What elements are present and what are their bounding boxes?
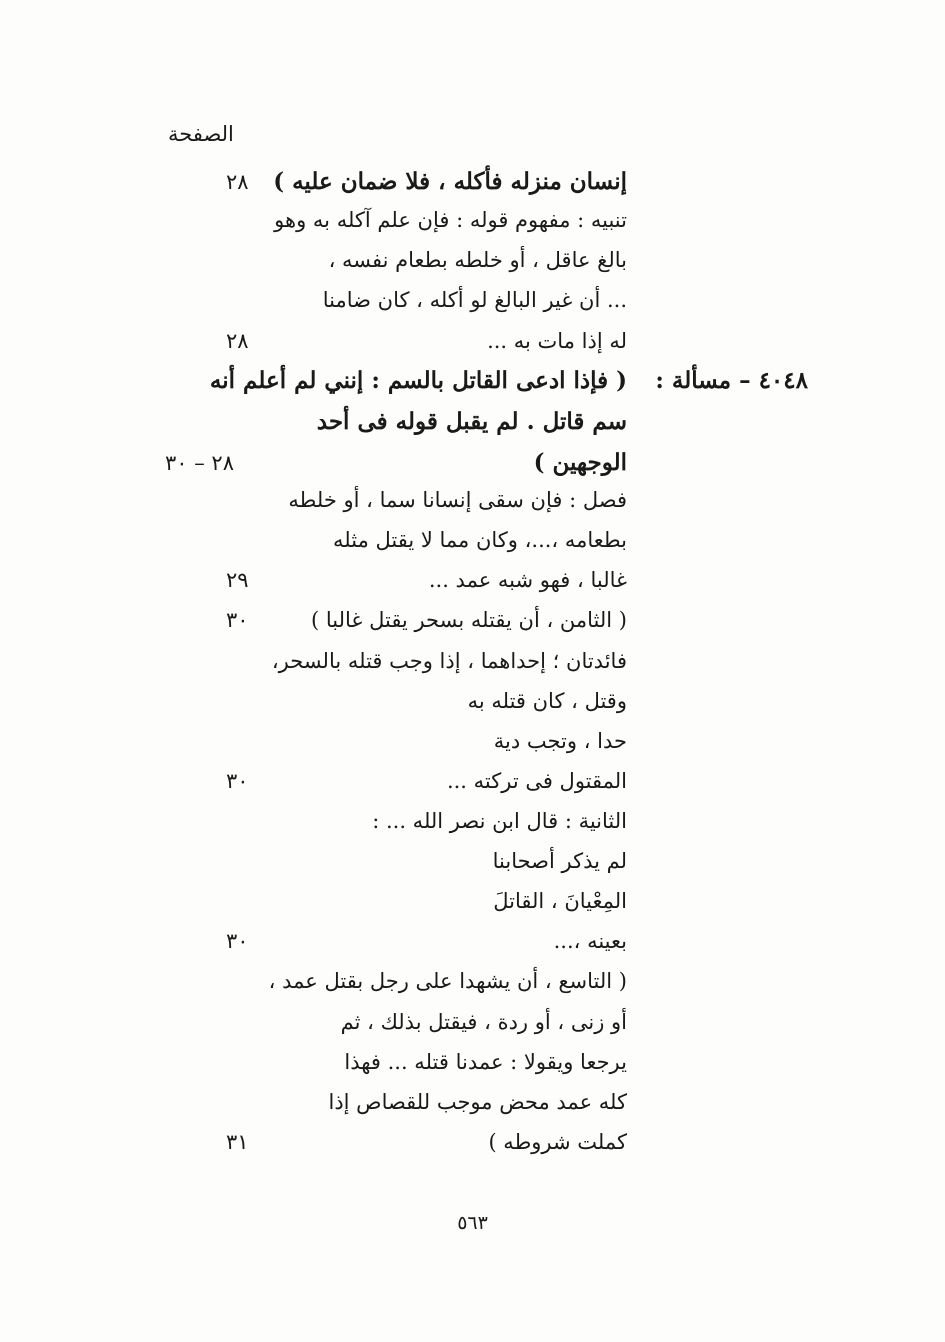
index-line: إنسان منزله فأكله ، فلا ضمان عليه ) — [273, 168, 627, 195]
index-line: بالغ عاقل ، أو خلطه بطعام نفسه ، — [328, 248, 627, 272]
index-line: كملت شروطه ) — [488, 1130, 627, 1154]
index-line: فائدتان ؛ إحداهما ، إذا وجب قتله بالسحر، — [271, 649, 627, 673]
index-line: فصل : فإن سقى إنسانا سما ، أو خلطه — [288, 488, 627, 512]
page-reference: ٣١ — [226, 1130, 249, 1154]
index-line: بعينه ،... — [553, 929, 627, 953]
index-line: بطعامه ،...، وكان مما لا يقتل مثله — [333, 528, 627, 552]
index-line: الوجهين ) — [533, 449, 627, 476]
page-reference: ٢٨ – ٣٠ — [165, 451, 234, 475]
index-line: حدا ، وتجب دية — [493, 729, 627, 753]
index-line: غالبا ، فهو شبه عمد ... — [428, 568, 627, 592]
page-reference: ٣٠ — [226, 769, 249, 793]
index-line: سم قاتل . لم يقبل قوله فى أحد — [316, 408, 627, 435]
index-line: ... أن غير البالغ لو أكله ، كان ضامنا — [322, 288, 627, 312]
index-line: ( الثامن ، أن يقتله بسحر يقتل غالبا ) — [311, 608, 627, 632]
index-line: ( التاسع ، أن يشهدا على رجل بقتل عمد ، — [268, 969, 627, 993]
index-line: لم يذكر أصحابنا — [492, 849, 627, 873]
index-line: وقتل ، كان قتله به — [467, 689, 627, 713]
index-line: المِعْيانَ ، القاتلَ — [493, 889, 627, 913]
index-line: كله عمد محض موجب للقصاص إذا — [328, 1090, 627, 1114]
entry-number: ٤٠٤٨ – مسألة : — [655, 367, 808, 394]
page-reference: ٣٠ — [226, 608, 249, 632]
page-column-header: الصفحة — [168, 122, 234, 146]
page-reference: ٣٠ — [226, 929, 249, 953]
index-line: يرجعا ويقولا : عمدنا قتله ... فهذا — [344, 1050, 627, 1074]
index-line: له إذا مات به ... — [487, 329, 627, 353]
index-line: تنبيه : مفهوم قوله : فإن علم آكله به وهو — [274, 208, 627, 232]
index-line: المقتول فى تركته ... — [446, 769, 627, 793]
index-line: الثانية : قال ابن نصر الله ... : — [372, 809, 627, 833]
page-reference: ٢٨ — [226, 329, 249, 353]
page-reference: ٢٩ — [226, 568, 249, 592]
page-reference: ٢٨ — [226, 170, 249, 194]
index-line: ( فإذا ادعى القاتل بالسم : إنني لم أعلم أنه — [209, 367, 627, 394]
footer-page-number: ٥٦٣ — [457, 1212, 488, 1234]
index-line: أو زنى ، أو ردة ، فيقتل بذلك ، ثم — [340, 1010, 627, 1034]
